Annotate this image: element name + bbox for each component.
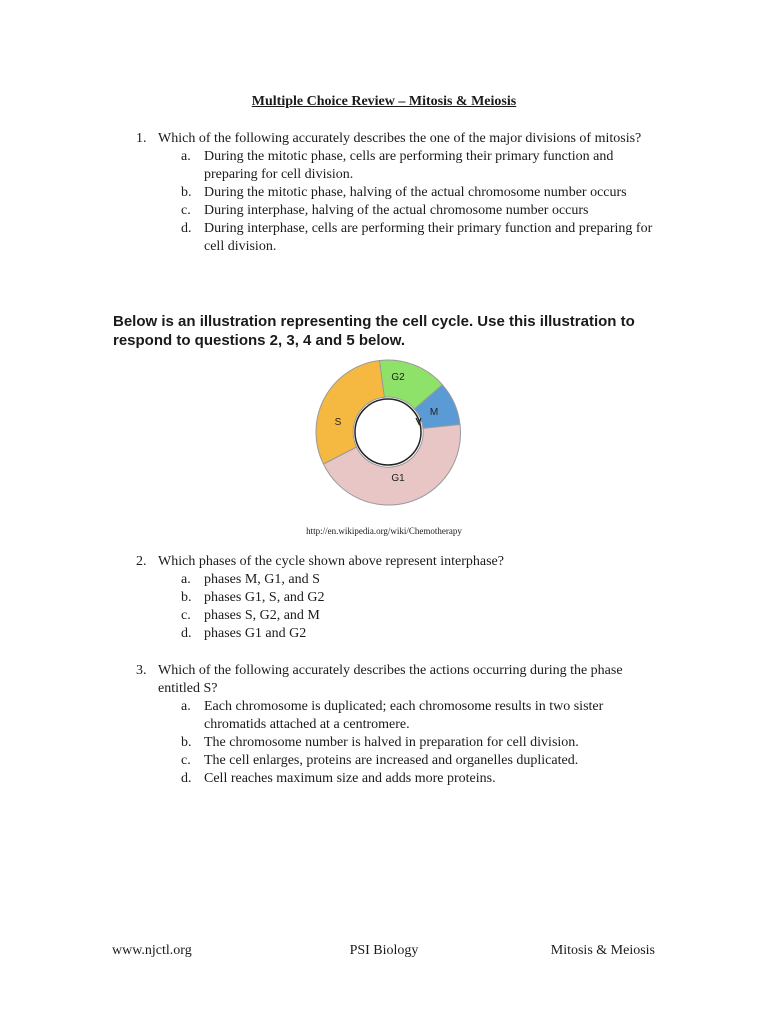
- option-d: [181, 220, 656, 256]
- question-number: 1.: [136, 131, 147, 146]
- option-c: [181, 202, 656, 220]
- question-stem: Which phases of the cycle shown above represent interphase?: [158, 554, 504, 569]
- option-letter: b.: [181, 185, 192, 200]
- question-2: [136, 553, 656, 643]
- option-b: [181, 734, 656, 752]
- answer-options: [181, 698, 656, 788]
- option-letter: d.: [181, 626, 192, 641]
- question-stem: Which of the following accurately describes the one of the major divisions of mitosis?: [158, 131, 642, 146]
- phase-s-label: S: [334, 417, 342, 428]
- option-text: Each chromosome is duplicated; each chromosome results in two sister chromatids attached at a centromere.: [204, 699, 604, 732]
- option-text: During interphase, cells are performing their primary function and preparing for cell division.: [204, 221, 653, 254]
- illustration-intro: Below is an illustration representing the cell cycle. Use this illustration to respond to questions 2, 3, 4 and 5 below.: [113, 313, 635, 349]
- option-letter: b.: [181, 590, 192, 605]
- option-a: [181, 698, 656, 734]
- option-text: phases G1, S, and G2: [204, 590, 325, 605]
- option-letter: d.: [181, 771, 192, 786]
- option-letter: a.: [181, 572, 191, 587]
- question-number: 2.: [136, 554, 147, 569]
- phase-m-label: M: [429, 407, 439, 418]
- option-letter: a.: [181, 699, 191, 714]
- question-stem: Which of the following accurately describes the actions occurring during the phase entitled S?: [158, 663, 623, 696]
- option-b: [181, 589, 656, 607]
- option-text: During the mitotic phase, halving of the actual chromosome number occurs: [204, 185, 627, 200]
- answer-options: [181, 148, 656, 256]
- option-d: [181, 625, 656, 643]
- cell-cycle-diagram: [314, 354, 464, 510]
- option-c: [181, 607, 656, 625]
- answer-options: [181, 571, 656, 643]
- image-credit: http://en.wikipedia.org/wiki/Chemotherapy: [306, 526, 462, 536]
- phase-g2-label: G2: [391, 372, 405, 383]
- question-number: 3.: [136, 663, 147, 678]
- option-letter: a.: [181, 149, 191, 164]
- option-letter: c.: [181, 608, 191, 623]
- option-d: [181, 770, 656, 788]
- option-letter: b.: [181, 735, 192, 750]
- option-text: During the mitotic phase, cells are performing their primary function and preparing for cell division.: [204, 149, 614, 182]
- question-3: [136, 662, 656, 788]
- footer-website: www.njctl.org: [112, 943, 192, 958]
- option-b: [181, 184, 656, 202]
- option-a: [181, 571, 656, 589]
- option-letter: d.: [181, 221, 192, 236]
- option-letter: c.: [181, 203, 191, 218]
- inner-circle: [355, 399, 421, 465]
- option-text: The cell enlarges, proteins are increased and organelles duplicated.: [204, 753, 579, 768]
- phase-g1-label: G1: [391, 473, 405, 484]
- option-text: phases M, G1, and S: [204, 572, 320, 587]
- footer-course: PSI Biology: [349, 943, 419, 958]
- option-letter: c.: [181, 753, 191, 768]
- option-text: phases S, G2, and M: [204, 608, 320, 623]
- page-title: Multiple Choice Review – Mitosis & Meiosis: [251, 94, 517, 109]
- option-text: Cell reaches maximum size and adds more proteins.: [204, 771, 496, 786]
- option-text: phases G1 and G2: [204, 626, 307, 641]
- option-a: [181, 148, 656, 184]
- question-1: [136, 130, 656, 256]
- option-text: During interphase, halving of the actual chromosome number occurs: [204, 203, 589, 218]
- option-c: [181, 752, 656, 770]
- footer-unit: Mitosis & Meiosis: [550, 943, 655, 958]
- option-text: The chromosome number is halved in preparation for cell division.: [204, 735, 579, 750]
